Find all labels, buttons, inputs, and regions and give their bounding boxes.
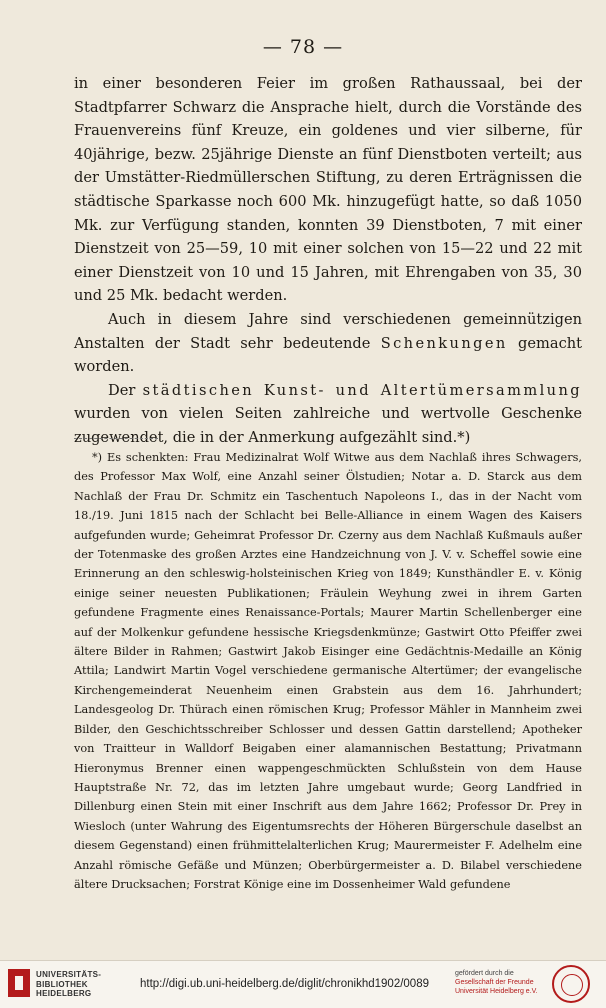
funding-society-line-2: Universität Heidelberg e.V. [455,988,538,995]
library-name-line-2: BIBLIOTHEK [36,979,88,989]
main-text [74,72,582,450]
paragraph-2 [74,308,582,379]
paragraph-3-end: wurden von vielen Seiten zahlreiche und wertvolle Geschenke zugewendet, die in der Anmerkung aufgezählt sind.*) [74,405,582,446]
library-name [36,970,101,999]
paragraph-1: in einer besonderen Feier im großen Rathaussaal, bei der Stadtpfarrer Schwarz die Ansprache hielt, durch die Vorstände des Frauenvereins fünf Kreuze, ein goldenes und vier silberne, für 40jährige, bezw. 25jährige Dienste an fünf Dienstboten verteilt; aus der Umstätter-Riedmüllerschen Stiftung, zu deren Erträgnissen die städtische Sparkasse noch 600 Mk. hinzugefügt hatte, so daß 1050 Mk. zur Verfügung standen, konnten 39 Dienstboten, 7 mit einer Dienstzeit von 25—59, 10 mit einer solchen von 15—22 und 22 mit einer Dienstzeit von 10 und 15 Jahren, mit Ehrengaben von 35, 30 und 25 Mk. bedacht werden. [74,75,582,305]
library-name-line-3: HEIDELBERG [36,989,92,998]
footnote-divider [74,438,158,439]
library-logo-icon [8,969,30,997]
paragraph-3-emphasis: städtischen Kunst- und Altertümersammlung [142,381,582,399]
paragraph-2-start: Auch in diesem Jahre sind verschiedenen gemeinnützigen Anstalten der Stadt sehr bedeutende [74,310,582,352]
funding-credit [455,969,538,996]
paragraph-2-end: gemacht worden. [74,334,583,376]
library-name-line-1: UNIVERSITÄTS- [36,970,102,979]
paragraph-2-emphasis: Schenkungen [380,334,508,352]
paragraph-3-start: Der [108,381,143,399]
funding-label: gefördert durch die [455,970,514,977]
university-seal-icon [552,965,590,1003]
page-number: — 78 — [262,36,344,58]
digitization-footer [0,960,606,1008]
funding-society-line-1: Gesellschaft der Freunde [455,979,534,986]
source-url-link[interactable]: http://digi.ub.uni-heidelberg.de/diglit/chronikhd1902/0089 [140,978,429,990]
footnote: *) Es schenkten: Frau Medizinalrat Wolf Witwe aus dem Nachlaß ihres Schwagers, des Professor Max Wolf, eine Anzahl seiner Ölstudien; Notar a. D. Starck aus dem Nachlaß der Frau Dr. Schmitz ein Taschentuch Napoleons I., das in der Nacht vom 18./19. Juni 1815 nach der Schlacht bei Belle-Alliance in einem Wagen des Kaisers aufgefunden wurde; Geheimrat Professor Dr. Czerny aus dem Nachlaß Kußmauls außer der Totenmaske des großen Arztes eine Handzeichnung von J. V. v. Scheffel sowie eine Erinnerung an den schleswig-holsteinischen Krieg von 1849; Kunsthändler E. v. König einige seiner neuesten Publikationen; Fräulein Weyhung zwei in ihrem Garten gefundene Fragmente eines Renaissance-Portals; Maurer Martin Schellenberger eine auf der Molkenkur gefundene hessische Kriegsdenkmünze; Gastwirt Otto Pfeiffer zwei ältere Bilder in Rahmen; Gastwirt Jakob Eisinger eine Gedächtnis-Medaille an König Attila; Landwirt Martin Vogel verschiedene germanische Altertümer; der evangelische Kirchengemeinderat Neuenheim einen Grabstein aus dem 16. Jahrhundert; Landesgeolog Dr. Thürach einen römischen Krug; Professor Mähler in Mannheim zwei Bilder, den Geschichtsschreiber Schlosser und dessen Gattin darstellend; Apotheker von Traitteur in Walldorf Beigaben einer alamannischen Bestattung; Privatmann Hieronymus Brenner einen wappengeschmückten Schlußstein von dem Hause Hauptstraße Nr. 72, das im letzten Jahre umgebaut wurde; Georg Landfried in Dillenburg einen Stein mit einer Inschrift aus dem Jahre 1662; Professor Dr. Prey in Wiesloch (unter Wahrung des Eigentumsrechts der Höheren Bürgerschule daselbst an diesem Gegenstand) einen frühmittelalterlichen Krug; Maurermeister F. Adelhelm eine Anzahl römische Gefäße und Münzen; Oberbürgermeister a. D. Bilabel verschiedene ältere Drucksachen; Forstrat Könige eine im Dossenheimer Wald gefundene [74,451,582,891]
